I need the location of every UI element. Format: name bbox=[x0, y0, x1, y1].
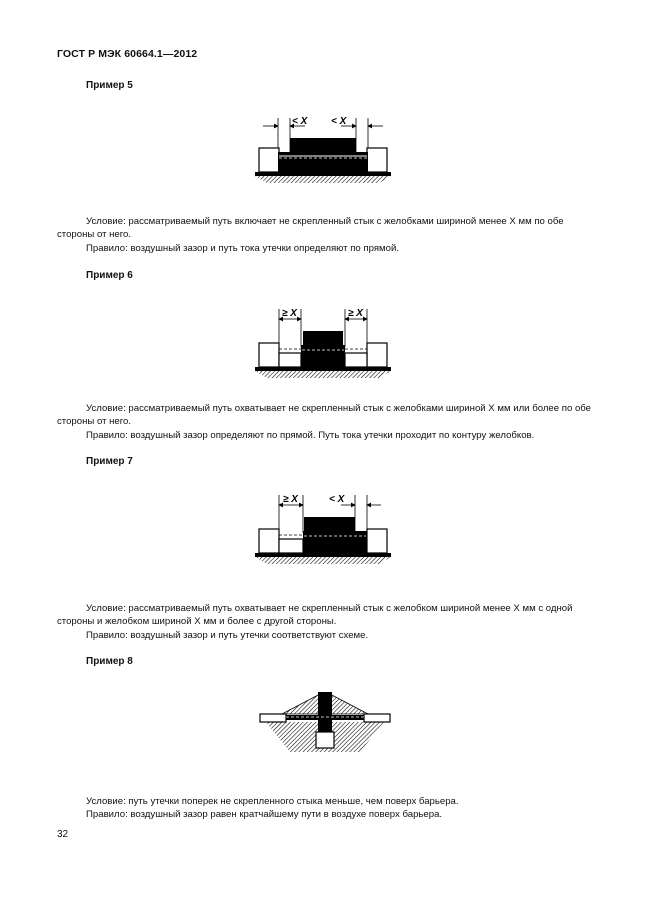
example-7-dim-right: < X bbox=[329, 494, 345, 505]
example-5-text bbox=[57, 215, 597, 255]
example-5-dim-right: < X bbox=[331, 116, 347, 127]
example-6-title: Пример 6 bbox=[86, 270, 133, 281]
example-7-dim-left: ≥ X bbox=[283, 494, 298, 505]
example-7-text bbox=[57, 602, 597, 642]
example-7-condition: Условие: рассматриваемый путь охватывает не скрепленный стык с желобком шириной менее X мм с одной стороны и желобком шириной X мм и более с другой стороны. bbox=[57, 603, 573, 628]
example-5-figure bbox=[249, 110, 399, 185]
example-7-rule: Правило: воздушный зазор и путь утечки соответствуют схеме. bbox=[86, 629, 369, 641]
document-header: ГОСТ Р МЭК 60664.1—2012 bbox=[57, 48, 198, 60]
example-6-dim-right: ≥ X bbox=[348, 308, 363, 319]
example-5-dim-left: < X bbox=[292, 116, 308, 127]
example-6-figure bbox=[249, 303, 399, 379]
example-6-dim-left: ≥ X bbox=[282, 308, 297, 319]
example-8-rule: Правило: воздушный зазор равен кратчайшему пути в воздухе поверх барьера. bbox=[86, 809, 443, 821]
example-6-rule: Правило: воздушный зазор определяют по прямой. Путь тока утечки проходит по контуру желобков. bbox=[86, 429, 535, 441]
example-8-title: Пример 8 bbox=[86, 656, 133, 667]
example-5-condition: Условие: рассматриваемый путь включает не скрепленный стык с желобками шириной менее X мм по обе стороны от него. bbox=[57, 216, 564, 241]
example-5-title: Пример 5 bbox=[86, 80, 133, 91]
page-number: 32 bbox=[57, 829, 69, 840]
example-6-condition: Условие: рассматриваемый путь охватывает не скрепленный стык с желобками шириной X мм или более по обе стороны от него. bbox=[57, 403, 592, 428]
example-8-figure bbox=[252, 688, 398, 760]
example-5-rule: Правило: воздушный зазор и путь тока утечки определяют по прямой. bbox=[86, 242, 399, 254]
example-7-figure bbox=[249, 489, 399, 565]
example-8-text bbox=[57, 795, 597, 822]
example-6-text bbox=[57, 402, 597, 442]
example-8-condition: Условие: путь утечки поперек не скрепленного стыка меньше, чем поверх барьера. bbox=[86, 796, 459, 807]
example-7-title: Пример 7 bbox=[86, 456, 133, 467]
